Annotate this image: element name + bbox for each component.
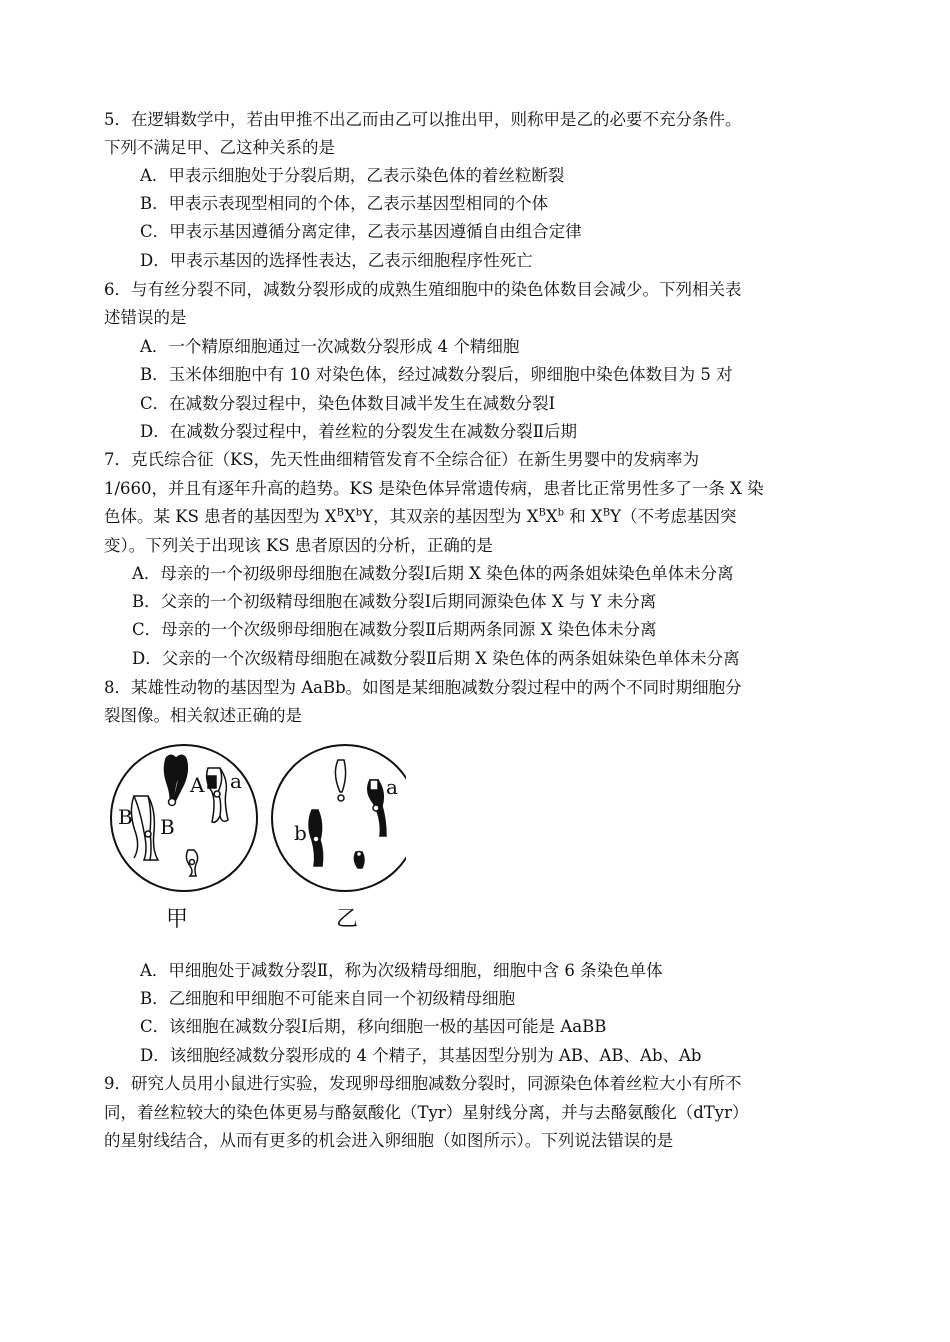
q9-stem-line2: 同，着丝粒较大的染色体更易与酪氨酸化（Tyr）星射线分离，并与去酪氨酸化（dTyr） <box>104 1103 749 1122</box>
q7-option-c: C．母亲的一个次级卵母细胞在减数分裂Ⅱ后期两条同源 X 染色体未分离 <box>132 620 657 639</box>
chromosome-BB <box>131 796 158 860</box>
q5-stem-line2: 下列不满足甲、乙这种关系的是 <box>104 138 335 157</box>
q9-stem-line3: 的星射线结合，从而有更多的机会进入卵细胞（如图所示）。下列说法错误的是 <box>104 1131 674 1150</box>
gene-label-a: a <box>230 769 242 793</box>
q6-stem-line1: 6．与有丝分裂不同，减数分裂形成的成熟生殖细胞中的染色体数目会减少。下列相关表 <box>104 280 742 299</box>
q5-option-a: A．甲表示细胞处于分裂后期，乙表示染色体的着丝粒断裂 <box>140 166 565 185</box>
q7-stem-line1: 7．克氏综合征（KS，先天性曲细精管发育不全综合征）在新生男婴中的发病率为 <box>104 450 700 469</box>
q7-option-a: A．母亲的一个初级卵母细胞在减数分裂Ⅰ后期 X 染色体的两条姐妹染色单体未分离 <box>132 564 734 583</box>
chromosome-dark-pair <box>164 755 187 806</box>
q6-option-c: C．在减数分裂过程中，染色体数目减半发生在减数分裂Ⅰ <box>140 394 556 413</box>
cell-yi-caption: 乙 <box>336 907 359 932</box>
chromosome-b <box>309 810 323 866</box>
chromosome-Aa <box>207 768 228 822</box>
q8-option-a: A．甲细胞处于减数分裂Ⅱ，称为次级精母细胞，细胞中含 6 条染色单体 <box>140 961 663 980</box>
cell-yi-membrane <box>272 745 406 891</box>
q9-stem-line1: 9．研究人员用小鼠进行实验，发现卵母细胞减数分裂时，同源染色体着丝粒大小有所不 <box>104 1074 742 1093</box>
gene-label-A: A <box>190 773 205 797</box>
gene-label-b-yi: b <box>294 821 307 845</box>
q7-stem-line2: 1/660，并且有逐年升高的趋势。KS 是染色体异常遗传病，患者比正常男性多了一条 X 染 <box>104 479 764 498</box>
q8-stem-line1: 8．某雄性动物的基因型为 AaBb。如图是某细胞减数分裂过程中的两个不同时期细胞分 <box>104 678 742 697</box>
cell-jia-caption: 甲 <box>166 907 189 932</box>
q6-option-b: B．玉米体细胞中有 10 对染色体，经过减数分裂后，卵细胞中染色体数目为 5 对 <box>140 365 733 384</box>
gene-label-a-yi: a <box>386 775 398 799</box>
q5-option-d: D．甲表示基因的选择性表达，乙表示细胞程序性死亡 <box>140 251 533 270</box>
q8-option-b: B．乙细胞和甲细胞不可能来自同一个初级精母细胞 <box>140 989 516 1008</box>
q6-option-d: D．在减数分裂过程中，着丝粒的分裂发生在减数分裂Ⅱ后期 <box>140 422 577 441</box>
q8-option-d: D．该细胞经减数分裂形成的 4 个精子，其基因型分别为 AB、AB、Ab、Ab <box>140 1046 702 1065</box>
q5-stem-line1: 5．在逻辑数学中，若由甲推不出乙而由乙可以推出甲，则称甲是乙的必要不充分条件。 <box>104 110 742 129</box>
chromosome-small-yi <box>354 852 364 869</box>
q6-stem-line2: 述错误的是 <box>104 308 187 327</box>
q5-option-c: C．甲表示基因遵循分离定律，乙表示基因遵循自由组合定律 <box>140 222 582 241</box>
q5-option-b: B．甲表示表现型相同的个体，乙表示基因型相同的个体 <box>140 194 549 213</box>
q7-option-d: D．父亲的一个次级精母细胞在减数分裂Ⅱ后期 X 染色体的两条姐妹染色单体未分离 <box>132 649 740 668</box>
chromosome-a <box>368 780 386 836</box>
cell-yi-figure <box>236 740 406 940</box>
chromosome-small <box>186 850 197 876</box>
q8-stem-line2: 裂图像。相关叙述正确的是 <box>104 706 302 725</box>
chromosome-top <box>335 760 345 801</box>
q6-option-a: A．一个精原细胞通过一次减数分裂形成 4 个精细胞 <box>140 337 520 356</box>
q7-stem-line4: 变）。下列关于出现该 KS 患者原因的分析，正确的是 <box>104 536 493 555</box>
q7-stem-line3: 色体。某 KS 患者的基因型为 $X^BX^bY$，其双亲的基因型为 $X^BX^b$ 和 $X^BY$（不考虑基因突 <box>104 507 737 526</box>
q7-option-b: B．父亲的一个初级精母细胞在减数分裂Ⅰ后期同源染色体 X 与 Y 未分离 <box>132 592 657 611</box>
q8-option-c: C．该细胞在减数分裂Ⅰ后期，移向细胞一极的基因可能是 AaBB <box>140 1017 607 1036</box>
gene-label-B-left: B <box>118 805 133 829</box>
gene-label-B-right: B <box>160 815 175 839</box>
